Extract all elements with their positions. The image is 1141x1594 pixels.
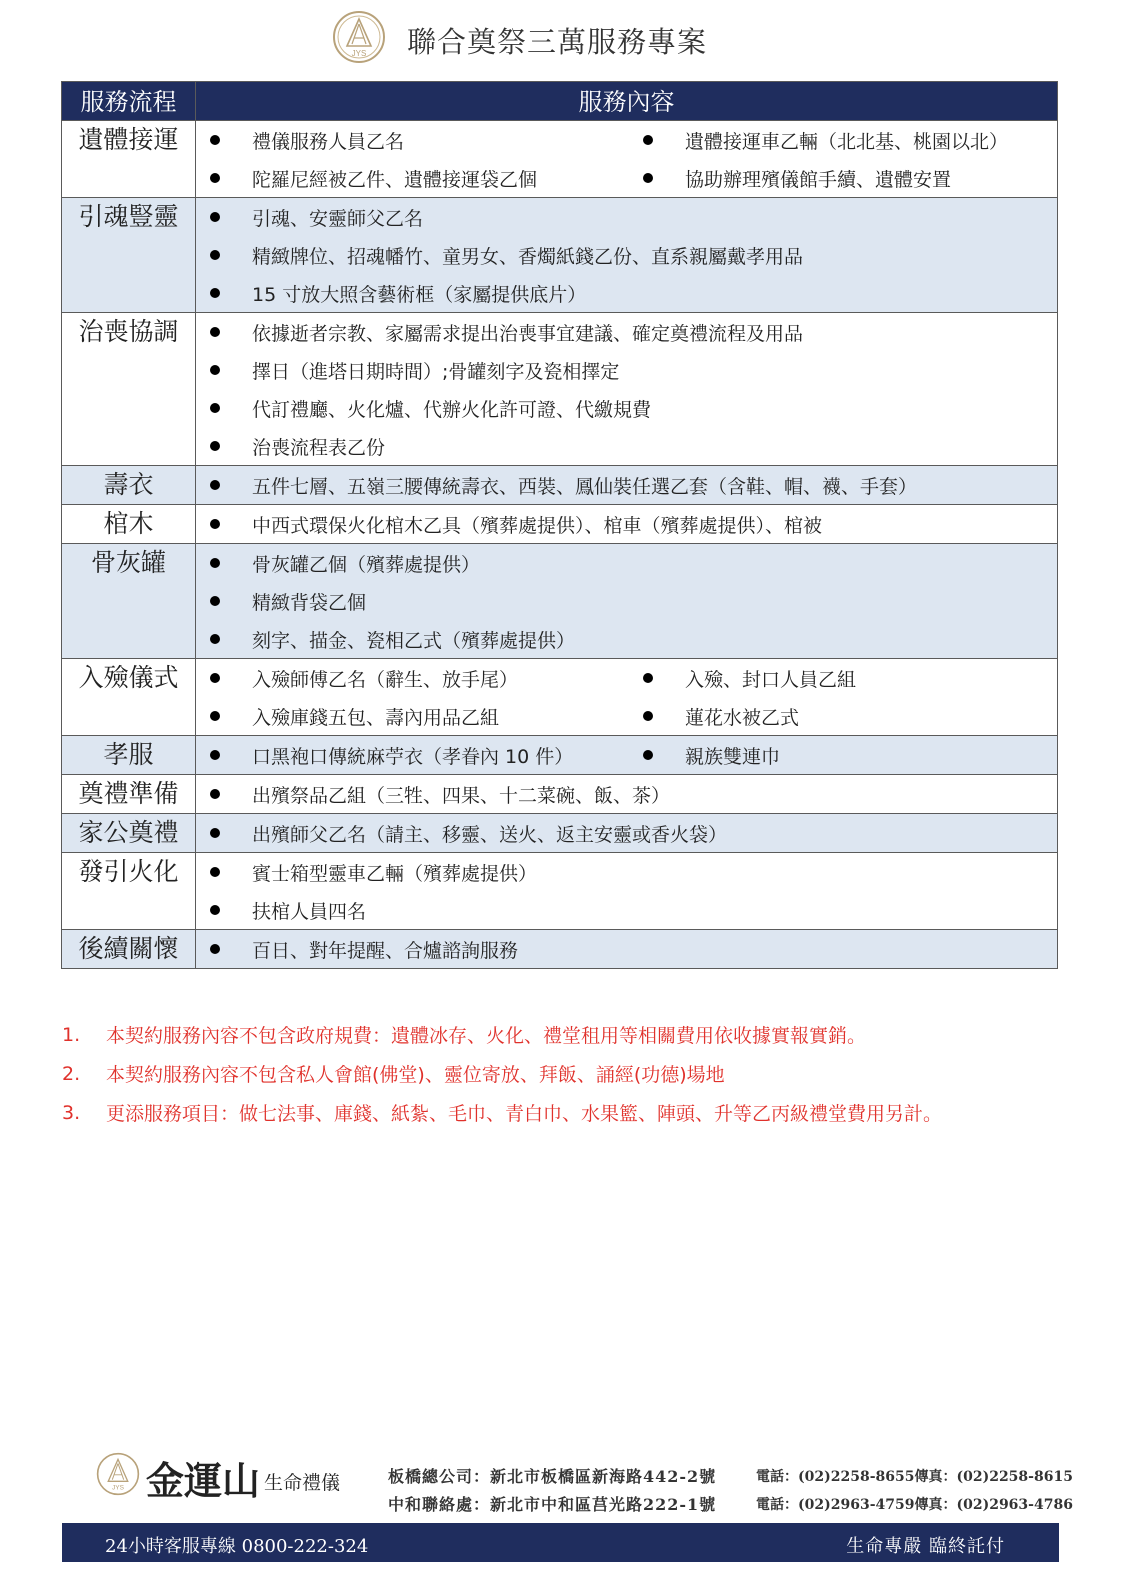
item-line (196, 775, 1057, 813)
bullet-icon (643, 711, 653, 721)
item-line (196, 659, 1057, 697)
table-row (62, 466, 1058, 505)
bullet-icon (210, 634, 220, 644)
item-text: 骨灰罐乙個（殯葬處提供） (252, 553, 481, 576)
item-line (196, 620, 1057, 658)
bullet-icon (210, 905, 220, 915)
stage-label: 壽衣 (62, 466, 196, 505)
table-row (62, 121, 1058, 198)
bullet-icon (643, 673, 653, 683)
stage-items (196, 121, 1058, 198)
item-text: 引魂、安靈師父乙名 (252, 207, 424, 230)
stage-label: 家公奠禮 (62, 814, 196, 853)
list-item (196, 781, 670, 808)
item-line (196, 121, 1057, 159)
brand-subtitle: 生命禮儀 (264, 1472, 341, 1494)
bullet-icon (210, 365, 220, 375)
list-item (196, 433, 385, 460)
footer-brand (96, 1450, 346, 1506)
stage-items (196, 814, 1058, 853)
footer-bar (62, 1523, 1059, 1562)
bullet-icon (210, 750, 220, 760)
stage-items (196, 736, 1058, 775)
item-text: 入殮、封口人員乙組 (685, 668, 857, 691)
list-item (196, 897, 366, 924)
document-title: 聯合奠祭三萬服務專案 (407, 25, 708, 59)
stage-items (196, 466, 1058, 505)
note-item (62, 1054, 1062, 1093)
list-item (196, 280, 586, 307)
list-item (196, 550, 480, 577)
bullet-icon (210, 327, 220, 337)
table-row (62, 814, 1058, 853)
column-header-content: 服務內容 (196, 82, 1058, 121)
notes-list (62, 1015, 1062, 1132)
item-line (196, 853, 1057, 891)
table-row (62, 853, 1058, 930)
item-text: 精緻背袋乙個 (252, 591, 367, 614)
table-row (62, 775, 1058, 814)
item-line (196, 351, 1057, 389)
table-row (62, 313, 1058, 466)
address-branch: 中和聯絡處：新北市中和區莒光路222-1號 (388, 1495, 717, 1514)
note-number: 1. (62, 1023, 81, 1046)
item-line (196, 891, 1057, 929)
list-item (629, 742, 780, 769)
bullet-icon (210, 673, 220, 683)
logo-text: JYS (351, 49, 367, 58)
item-text: 擇日（進塔日期時間）;骨罐刻字及瓷相擇定 (252, 360, 620, 383)
note-number: 2. (62, 1062, 81, 1085)
item-text: 入殮師傅乙名（辭生、放手尾） (252, 668, 519, 691)
item-text: 治喪流程表乙份 (252, 436, 386, 459)
bullet-icon (210, 596, 220, 606)
item-text: 刻字、描金、瓷相乙式（殯葬處提供） (252, 629, 576, 652)
bullet-icon (210, 828, 220, 838)
table-row (62, 544, 1058, 659)
bullet-icon (210, 173, 220, 183)
list-item (196, 127, 629, 154)
bullet-icon (210, 288, 220, 298)
stage-items (196, 505, 1058, 544)
stage-label: 治喪協調 (62, 313, 196, 466)
item-text: 遺體接運車乙輛（北北基、桃園以北） (685, 130, 1009, 153)
list-item (196, 395, 651, 422)
list-item (196, 242, 803, 269)
list-item (196, 165, 629, 192)
phone-branch: 電話：(02)2963-4759傳真：(02)2963-4786 (756, 1497, 1073, 1513)
item-line (196, 236, 1057, 274)
list-item (629, 127, 1008, 154)
item-line (196, 198, 1057, 236)
item-text: 精緻牌位、招魂幡竹、童男女、香燭紙錢乙份、直系親屬戴孝用品 (252, 245, 804, 268)
list-item (196, 357, 619, 384)
item-line (196, 930, 1057, 968)
table-row (62, 659, 1058, 736)
item-text: 親族雙連巾 (685, 745, 781, 768)
item-line (196, 466, 1057, 504)
bullet-icon (210, 441, 220, 451)
document-header (332, 10, 812, 66)
bullet-icon (210, 135, 220, 145)
list-item (196, 936, 518, 963)
stage-items (196, 313, 1058, 466)
item-line (196, 389, 1057, 427)
item-text: 協助辦理殯儀館手續、遺體安置 (685, 168, 952, 191)
list-item (196, 742, 629, 769)
stage-label: 骨灰罐 (62, 544, 196, 659)
bullet-icon (210, 711, 220, 721)
column-header-process: 服務流程 (62, 82, 196, 121)
bullet-icon (643, 750, 653, 760)
item-line (196, 736, 1057, 774)
list-item (196, 588, 366, 615)
item-text: 五件七層、五嶺三腰傳統壽衣、西裝、鳳仙裝任選乙套（含鞋、帽、襪、手套） (252, 475, 918, 498)
note-item (62, 1015, 1062, 1054)
item-text: 口黑袍口傳統麻苧衣（孝眷內 10 件） (252, 745, 574, 768)
list-item (196, 665, 629, 692)
note-text: 本契約服務內容不包含私人會館(佛堂)、靈位寄放、拜飯、誦經(功德)場地 (106, 1064, 725, 1086)
item-text: 出殯祭品乙組（三牲、四果、十二菜碗、飯、茶） (252, 784, 671, 807)
item-text: 入殮庫錢五包、壽內用品乙組 (252, 706, 500, 729)
note-text: 更添服務項目：做七法事、庫錢、紙紮、毛巾、青白巾、水果籃、陣頭、升等乙丙級禮堂費用另計。 (106, 1103, 943, 1125)
stage-items (196, 930, 1058, 969)
service-table (61, 81, 1058, 969)
bullet-icon (210, 480, 220, 490)
item-text: 出殯師父乙名（請主、移靈、送火、返主安靈或香火袋） (252, 823, 728, 846)
item-text: 代訂禮廳、火化爐、代辦火化許可證、代繳規費 (252, 398, 652, 421)
item-line (196, 814, 1057, 852)
bullet-icon (210, 558, 220, 568)
stage-items (196, 659, 1058, 736)
brand-name: 金運山 (146, 1458, 261, 1503)
item-text: 陀羅尼經被乙件、遺體接運袋乙個 (252, 168, 538, 191)
item-text: 百日、對年提醒、合爐諮詢服務 (252, 939, 519, 962)
item-line (196, 697, 1057, 735)
footer-logo-icon (96, 1452, 140, 1496)
slogan-text: 生命專嚴 臨終託付 (846, 1536, 1005, 1557)
table-row (62, 930, 1058, 969)
phone-head-office: 電話：(02)2258-8655傳真：(02)2258-8615 (756, 1469, 1073, 1485)
list-item (629, 703, 799, 730)
stage-label: 引魂豎靈 (62, 198, 196, 313)
item-line (196, 582, 1057, 620)
item-line (196, 427, 1057, 465)
list-item (196, 319, 803, 346)
table-row (62, 198, 1058, 313)
stage-items (196, 775, 1058, 814)
stage-items (196, 853, 1058, 930)
bullet-icon (210, 250, 220, 260)
stage-label: 棺木 (62, 505, 196, 544)
list-item (196, 626, 575, 653)
list-item (196, 204, 423, 231)
item-line (196, 313, 1057, 351)
hotline-text: 24小時客服專線 0800-222-324 (105, 1536, 369, 1557)
list-item (196, 859, 537, 886)
bullet-icon (210, 944, 220, 954)
item-text: 蓮花水被乙式 (685, 706, 800, 729)
bullet-icon (210, 212, 220, 222)
stage-label: 入殮儀式 (62, 659, 196, 736)
list-item (196, 703, 629, 730)
item-text: 依據逝者宗教、家屬需求提出治喪事宜建議、確定奠禮流程及用品 (252, 322, 804, 345)
item-line (196, 505, 1057, 543)
bullet-icon (210, 789, 220, 799)
stage-items (196, 198, 1058, 313)
stage-label: 奠禮準備 (62, 775, 196, 814)
stage-label: 後續關懷 (62, 930, 196, 969)
item-text: 禮儀服務人員乙名 (252, 130, 405, 153)
note-number: 3. (62, 1101, 81, 1124)
list-item (196, 472, 917, 499)
list-item (196, 820, 727, 847)
item-line (196, 274, 1057, 312)
item-text: 中西式環保火化棺木乙具（殯葬處提供）、棺車（殯葬處提供）、棺被 (252, 514, 823, 537)
table-row (62, 736, 1058, 775)
item-line (196, 544, 1057, 582)
footer-logo-text: JYS (112, 1484, 124, 1492)
bullet-icon (643, 173, 653, 183)
item-text: 扶棺人員四名 (252, 900, 367, 923)
bullet-icon (210, 519, 220, 529)
bullet-icon (210, 403, 220, 413)
stage-label: 遺體接運 (62, 121, 196, 198)
bullet-icon (643, 135, 653, 145)
list-item (196, 511, 822, 538)
address-head-office: 板橋總公司：新北市板橋區新海路442-2號 (388, 1467, 717, 1486)
stage-label: 孝服 (62, 736, 196, 775)
list-item (629, 665, 856, 692)
item-text: 賓士箱型靈車乙輛（殯葬處提供） (252, 862, 538, 885)
item-line (196, 159, 1057, 197)
note-item (62, 1093, 1062, 1132)
item-text: 15 寸放大照含藝術框（家屬提供底片） (252, 283, 587, 306)
stage-items (196, 544, 1058, 659)
stage-label: 發引火化 (62, 853, 196, 930)
company-logo-icon (332, 10, 386, 64)
table-row (62, 505, 1058, 544)
bullet-icon (210, 867, 220, 877)
list-item (629, 165, 951, 192)
note-text: 本契約服務內容不包含政府規費：遺體冰存、火化、禮堂租用等相關費用依收據實報實銷。 (106, 1025, 867, 1047)
